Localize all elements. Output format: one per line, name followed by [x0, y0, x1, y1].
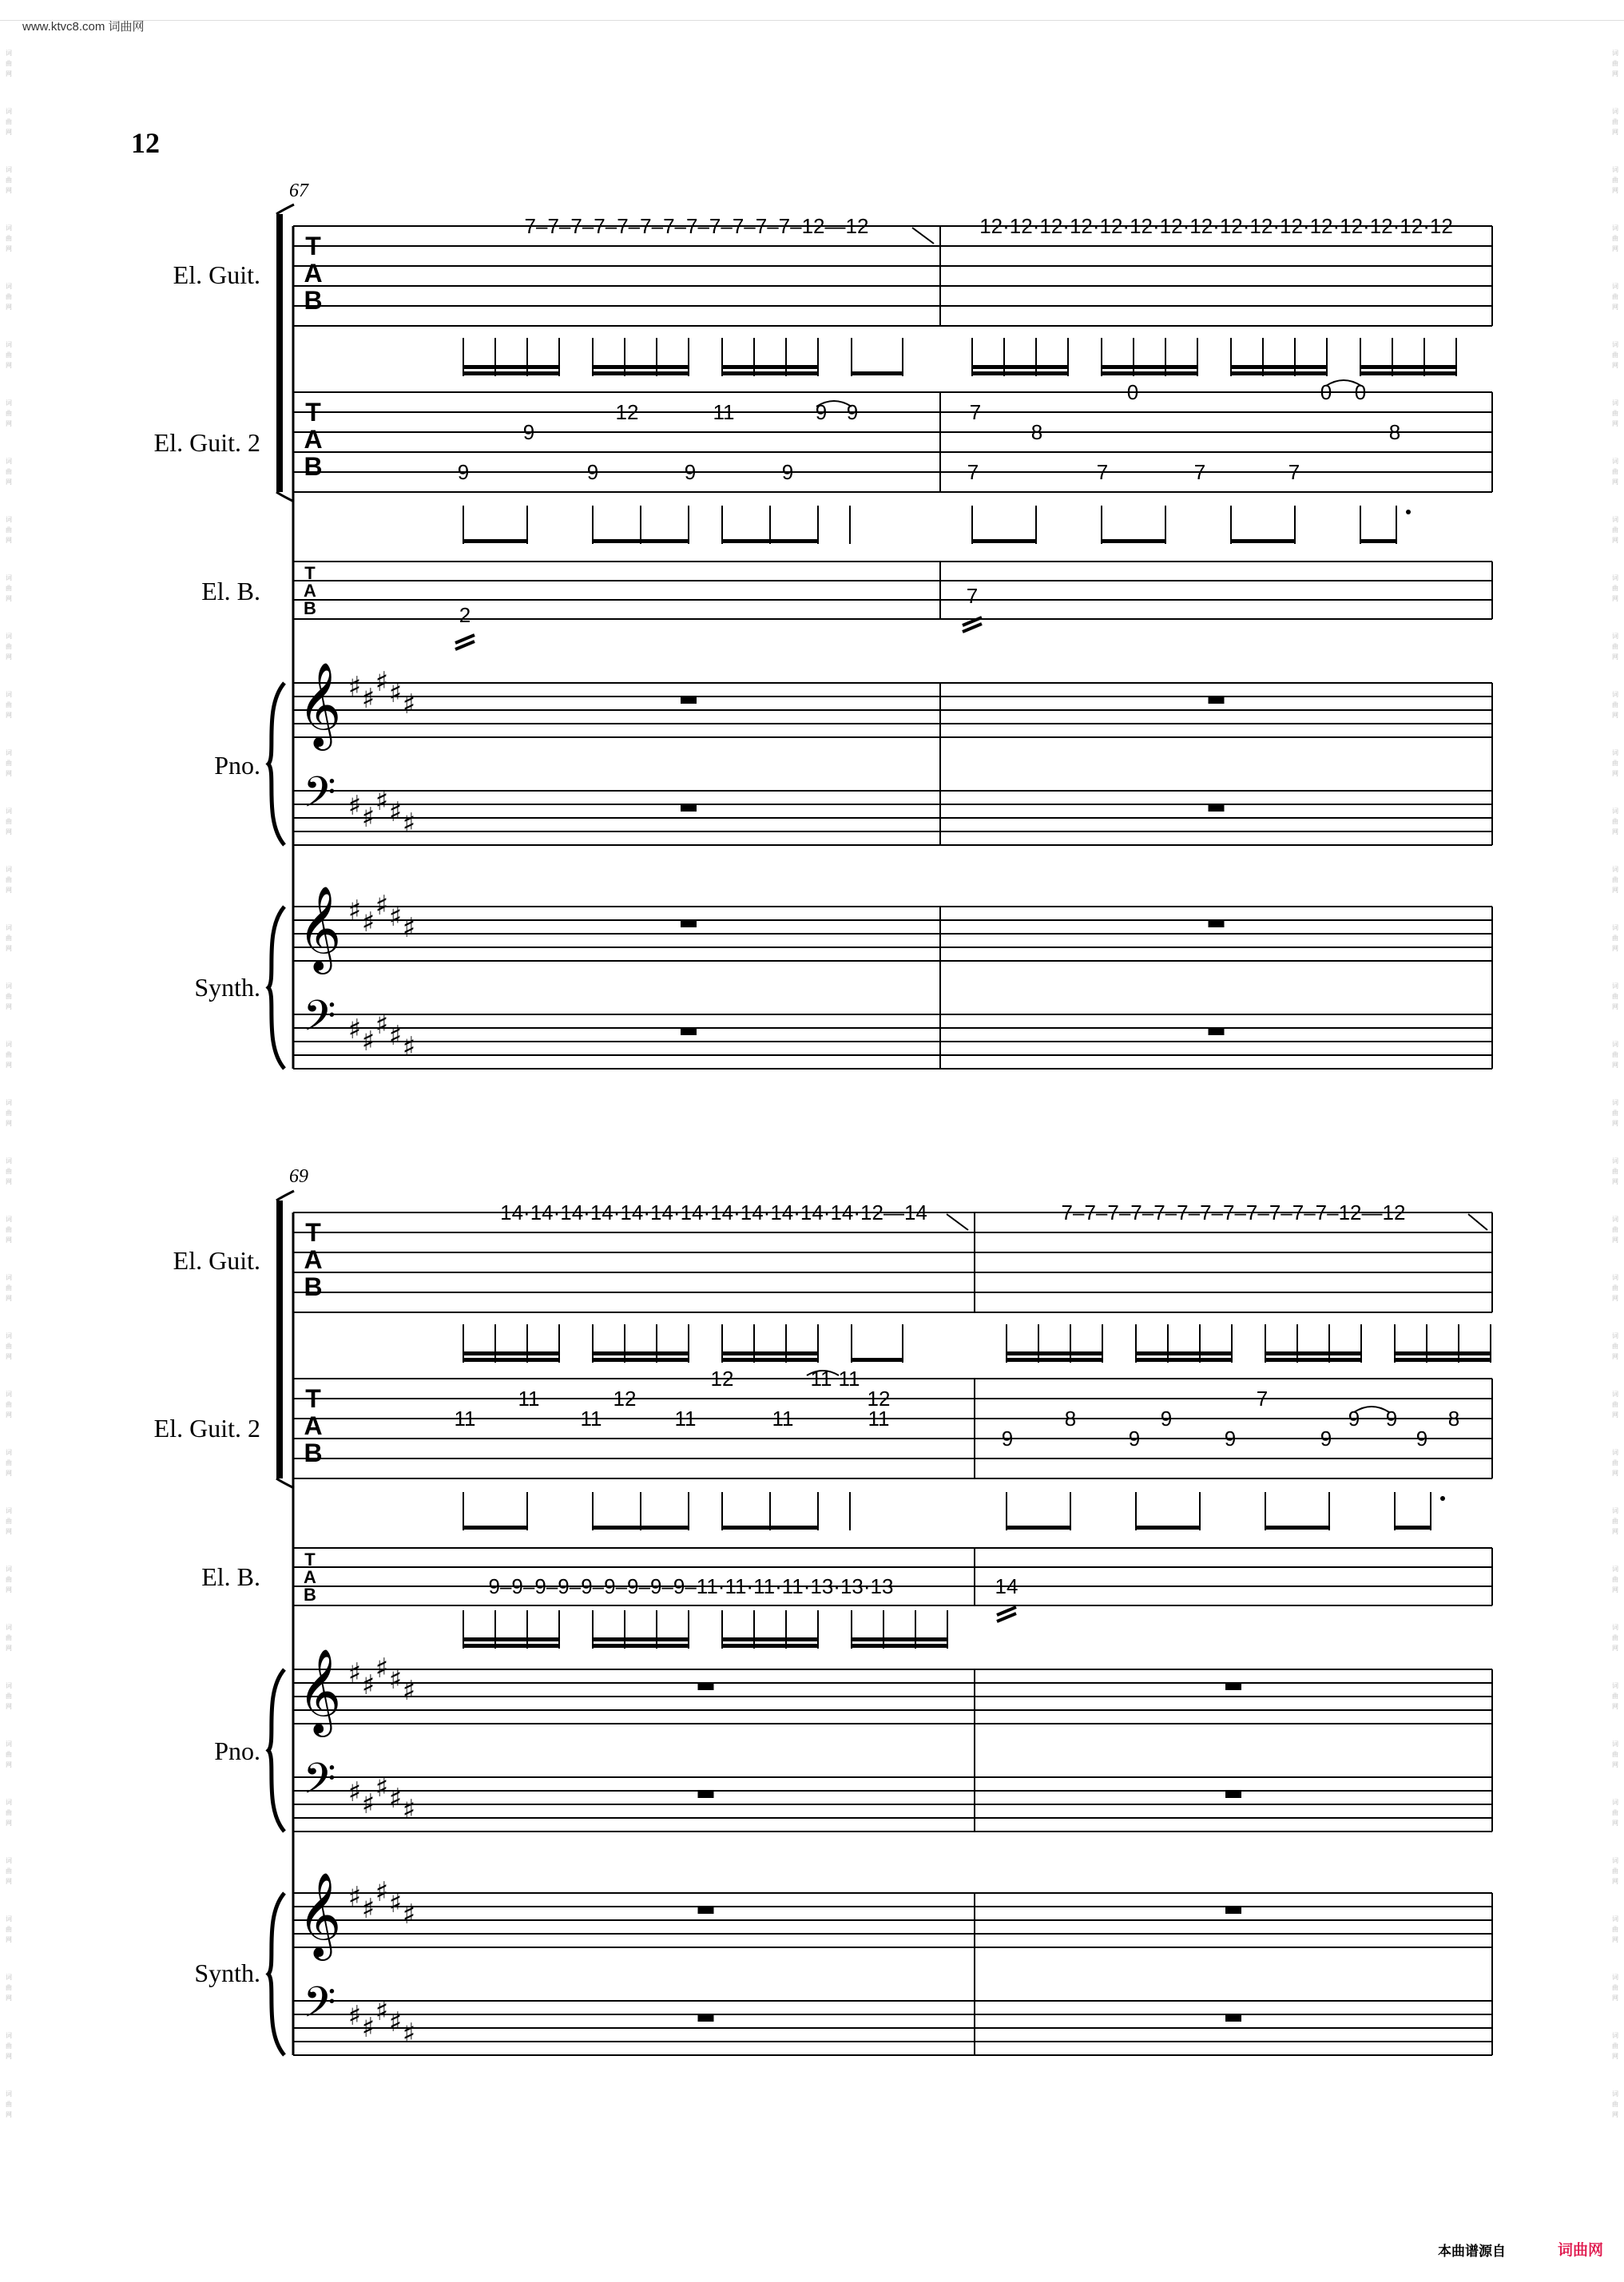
- tab-clef: B: [304, 1585, 316, 1605]
- whole-rest-icon: [681, 1029, 697, 1035]
- guitar1-rhythm-beam: [593, 1351, 689, 1355]
- whole-rest-icon: [1209, 921, 1225, 927]
- bass-rhythm-beam: [593, 1644, 689, 1648]
- guitar1-rhythm-beam: [1102, 365, 1197, 369]
- sharp-icon: ♯: [361, 1893, 375, 1925]
- whole-rest-icon: [1225, 1684, 1241, 1690]
- guitar1-frets-m2: 12·12·12·12·12·12·12·12·12·12·12·12·12·12·12·12: [979, 214, 1453, 238]
- guitar2-rhythm-beam: [1007, 1526, 1070, 1530]
- instrument-label-synth: Synth.: [194, 1959, 260, 1987]
- whole-rest-icon: [698, 1684, 714, 1690]
- guitar2-fret-s4: 9: [1320, 1427, 1332, 1451]
- sharp-icon: ♯: [361, 2012, 375, 2044]
- instrument-label-guitar1: El. Guit.: [173, 1246, 260, 1275]
- sharp-icon: ♯: [347, 671, 362, 703]
- guitar1-rhythm-beam: [463, 1351, 559, 1355]
- guitar2-rhythm-beam: [1136, 1526, 1200, 1530]
- guitar2-fret-s1: 0: [1354, 380, 1367, 404]
- guitar2-rhythm-beam: [1395, 1526, 1431, 1530]
- guitar2-fret-s3: 11: [772, 1407, 794, 1431]
- bass-clef-icon: 𝄢: [303, 1978, 336, 2038]
- guitar2-fret-s3: 9: [1160, 1407, 1173, 1431]
- sharp-icon: ♯: [347, 1776, 362, 1808]
- guitar1-rhythm-beam: [852, 1358, 903, 1362]
- guitar-bracket: [276, 214, 283, 492]
- guitar1-rhythm-beam: [463, 371, 559, 375]
- guitar2-rhythm-beam: [593, 1526, 689, 1530]
- guitar1-rhythm-beam: [593, 371, 689, 375]
- guitar2-fret-s3: 9: [1348, 1407, 1360, 1431]
- dot: [1406, 510, 1411, 514]
- guitar1-rhythm-beam: [1231, 365, 1327, 369]
- guitar1-frets-m1: 7–7–7–7–7–7–7–7–7–7–7–7–12—12: [524, 214, 869, 238]
- guitar2-rhythm-beam: [1265, 1526, 1329, 1530]
- measure-number: 69: [289, 1166, 308, 1187]
- bass-rhythm-beam: [852, 1644, 947, 1648]
- guitar2-rhythm-beam: [722, 1526, 818, 1530]
- guitar2-fret-s2: 12: [613, 1387, 637, 1411]
- dot: [1440, 1496, 1445, 1501]
- guitar1-rhythm-beam: [1136, 1351, 1232, 1355]
- sharp-icon: ♯: [375, 1772, 389, 1804]
- grand-staff-brace: [268, 683, 284, 845]
- sharp-icon: ♯: [375, 1876, 389, 1908]
- tab-clef: A: [304, 425, 323, 454]
- guitar2-fret-s4: 7: [1096, 460, 1109, 484]
- guitar2-fret-s3: 8: [1447, 1407, 1460, 1431]
- guitar2-rhythm-beam: [463, 1526, 527, 1530]
- tab-clef: B: [304, 452, 323, 481]
- guitar2-fret-s2: 9: [846, 400, 859, 424]
- sharp-icon: ♯: [375, 890, 389, 922]
- grand-staff-brace: [268, 907, 284, 1069]
- guitar2-fret-s1: 12: [710, 1367, 734, 1391]
- sharp-icon: ♯: [361, 1788, 375, 1820]
- bass-rhythm-beam: [852, 1637, 947, 1641]
- guitar2-rhythm-beam: [463, 539, 527, 543]
- guitar2-rhythm-beam: [722, 539, 818, 543]
- guitar1-frets-m1: 14·14·14·14·14·14·14·14·14·14·14·14·12—14: [500, 1201, 927, 1224]
- tab-clef: A: [304, 1245, 323, 1274]
- sharp-icon: ♯: [388, 1664, 403, 1696]
- guitar2-fret-s3: 9: [522, 420, 535, 444]
- sharp-icon: ♯: [402, 808, 416, 839]
- instrument-label-piano: Pno.: [214, 1736, 260, 1765]
- whole-rest-icon: [1225, 2015, 1241, 2022]
- bracket-hook: [276, 1191, 294, 1201]
- bracket-hook: [276, 492, 294, 502]
- whole-rest-icon: [1225, 1907, 1241, 1914]
- sharp-icon: ♯: [402, 689, 416, 720]
- sharp-icon: ♯: [388, 1020, 403, 1052]
- watermark-left: 词曲网 词曲网 词曲网 词曲网 词曲网 词曲网 词曲网 词曲网 词曲网 词曲网 词曲网 词曲网 词曲网 词曲网 词曲网 词曲网 词曲网 词曲网 词曲网 词曲网 词曲网 词曲网 词曲网 词曲网 词曲网 词曲网 词曲网 词曲网 词曲网 词曲网 词曲网 词曲网 词曲网 词曲网 词曲网 词曲网: [6, 50, 12, 2118]
- sharp-icon: ♯: [375, 785, 389, 817]
- tab-clef: B: [304, 286, 323, 315]
- guitar1-rhythm-beam: [852, 371, 903, 375]
- whole-rest-icon: [698, 2015, 714, 2022]
- sharp-icon: ♯: [402, 1794, 416, 1826]
- tab-clef: T: [304, 563, 316, 583]
- bass-fret-m2: 14: [995, 1574, 1018, 1598]
- treble-clef-icon: 𝄞: [297, 1648, 342, 1733]
- tab-clef: T: [305, 232, 321, 260]
- sharp-icon: ♯: [402, 912, 416, 944]
- instrument-label-guitar2: El. Guit. 2: [153, 428, 260, 457]
- guitar1-rhythm-beam: [1265, 1351, 1361, 1355]
- guitar2-fret-s4: 9: [1128, 1427, 1141, 1451]
- sharp-icon: ♯: [402, 1675, 416, 1707]
- guitar1-rhythm-beam: [1395, 1358, 1491, 1362]
- guitar2-rhythm-beam: [1231, 539, 1295, 543]
- guitar2-fret-s4: 9: [684, 460, 697, 484]
- guitar2-fret-s4: 9: [1224, 1427, 1237, 1451]
- tab-clef: A: [304, 1567, 316, 1587]
- bass-rhythm-beam: [463, 1637, 559, 1641]
- slide-mark: [912, 228, 934, 244]
- guitar1-rhythm-beam: [722, 1351, 818, 1355]
- tab-clef: B: [304, 1439, 323, 1467]
- sharp-icon: ♯: [347, 2000, 362, 2032]
- bass-rhythm-beam: [593, 1637, 689, 1641]
- grand-staff-brace: [268, 1669, 284, 1832]
- bass-fret: 2: [459, 603, 471, 627]
- guitar1-rhythm-beam: [1007, 1351, 1102, 1355]
- guitar1-rhythm-beam: [1395, 1351, 1491, 1355]
- sharp-icon: ♯: [347, 1657, 362, 1689]
- guitar2-fret-s4: 9: [781, 460, 794, 484]
- sharp-icon: ♯: [402, 2018, 416, 2050]
- guitar1-rhythm-beam: [722, 1358, 818, 1362]
- treble-clef-icon: 𝄞: [297, 661, 342, 747]
- guitar2-fret-s3: 11: [868, 1407, 890, 1431]
- guitar1-rhythm-beam: [463, 1358, 559, 1362]
- instrument-label-guitar1: El. Guit.: [173, 260, 260, 289]
- sharp-icon: ♯: [388, 796, 403, 828]
- sharp-icon: ♯: [388, 1783, 403, 1815]
- sharp-icon: ♯: [361, 802, 375, 834]
- sharp-icon: ♯: [388, 1887, 403, 1919]
- sharp-icon: ♯: [375, 1653, 389, 1685]
- guitar-bracket: [276, 1201, 283, 1478]
- guitar2-fret-s4: 9: [1001, 1427, 1014, 1451]
- whole-rest-icon: [1209, 1029, 1225, 1035]
- guitar2-rhythm-beam: [972, 539, 1036, 543]
- guitar2-fret-s2: 12: [867, 1387, 891, 1411]
- guitar2-fret-s1: 11: [838, 1367, 860, 1391]
- whole-rest-icon: [681, 697, 697, 704]
- watermark-right: 词曲网 词曲网 词曲网 词曲网 词曲网 词曲网 词曲网 词曲网 词曲网 词曲网 词曲网 词曲网 词曲网 词曲网 词曲网 词曲网 词曲网 词曲网 词曲网 词曲网 词曲网 词曲网 词曲网 词曲网 词曲网 词曲网 词曲网 词曲网 词曲网 词曲网 词曲网 词曲网 词曲网 词曲网 词曲网 词曲网: [1612, 50, 1618, 2118]
- tab-clef: B: [304, 1272, 323, 1301]
- system-2-staves: [268, 1191, 1492, 2055]
- footer-logo: 词曲网: [1558, 2241, 1604, 2259]
- guitar1-rhythm-beam: [1360, 371, 1456, 375]
- sharp-icon: ♯: [375, 1995, 389, 2027]
- instrument-label-synth: Synth.: [194, 973, 260, 1002]
- guitar2-fret-s3: 8: [1030, 420, 1043, 444]
- guitar1-frets-m2: 7–7–7–7–7–7–7–7–7–7–7–7–12—12: [1061, 1201, 1406, 1224]
- whole-rest-icon: [698, 1907, 714, 1914]
- guitar2-fret-s2: 12: [615, 400, 639, 424]
- guitar1-rhythm-beam: [1360, 365, 1456, 369]
- sharp-icon: ♯: [347, 1014, 362, 1046]
- guitar2-fret-s4: 9: [1416, 1427, 1428, 1451]
- guitar2-fret-s4: 7: [1288, 460, 1300, 484]
- instrument-label-piano: Pno.: [214, 751, 260, 780]
- whole-rest-icon: [681, 921, 697, 927]
- sharp-icon: ♯: [361, 683, 375, 715]
- measure-number: 67: [289, 181, 308, 201]
- sharp-icon: ♯: [347, 895, 362, 927]
- sharp-icon: ♯: [388, 901, 403, 933]
- tab-clef: A: [304, 581, 316, 601]
- guitar2-fret-s1: 11: [810, 1367, 832, 1391]
- sharp-icon: ♯: [388, 677, 403, 709]
- sharp-icon: ♯: [361, 1026, 375, 1058]
- sharp-icon: ♯: [347, 1881, 362, 1913]
- bracket-hook: [276, 1478, 294, 1488]
- guitar2-fret-s3: 8: [1064, 1407, 1077, 1431]
- guitar2-fret-s2: 9: [815, 400, 828, 424]
- tab-clef: A: [304, 1411, 323, 1440]
- guitar1-rhythm-beam: [972, 365, 1068, 369]
- guitar2-rhythm-beam: [1102, 539, 1165, 543]
- bass-rhythm-beam: [463, 1644, 559, 1648]
- guitar2-fret-s4: 7: [1193, 460, 1206, 484]
- sharp-icon: ♯: [388, 2006, 403, 2038]
- tab-clef: T: [305, 1384, 321, 1413]
- bracket-hook: [276, 204, 294, 214]
- guitar1-rhythm-beam: [1231, 371, 1327, 375]
- sharp-icon: ♯: [361, 1669, 375, 1701]
- guitar1-rhythm-beam: [1102, 371, 1197, 375]
- guitar1-rhythm-beam: [1136, 1358, 1232, 1362]
- guitar2-fret-s1: 0: [1320, 380, 1332, 404]
- guitar1-rhythm-beam: [1007, 1358, 1102, 1362]
- grand-staff-brace: [268, 1893, 284, 2055]
- whole-rest-icon: [681, 805, 697, 812]
- guitar2-rhythm-beam: [1360, 539, 1396, 543]
- guitar1-rhythm-beam: [722, 371, 818, 375]
- footer-source: 本曲谱源自: [1438, 2244, 1506, 2260]
- guitar2-fret-s1: 0: [1126, 380, 1139, 404]
- page-number: 12: [131, 127, 160, 159]
- sharp-icon: ♯: [361, 907, 375, 939]
- sharp-icon: ♯: [402, 1031, 416, 1063]
- system-1-staves: [268, 204, 1492, 1069]
- guitar1-rhythm-beam: [722, 365, 818, 369]
- tab-clef: A: [304, 259, 323, 288]
- site-header: www.ktvc8.com 词曲网: [22, 20, 145, 34]
- treble-clef-icon: 𝄞: [297, 885, 342, 970]
- slide-mark: [1468, 1214, 1487, 1230]
- bass-fret: 7: [966, 584, 979, 608]
- guitar2-fret-s4: 7: [967, 460, 979, 484]
- guitar2-fret-s3: 11: [674, 1407, 697, 1431]
- instrument-label-bass: El. B.: [201, 1562, 260, 1591]
- guitar2-fret-s3: 9: [1385, 1407, 1398, 1431]
- guitar2-fret-s4: 9: [457, 460, 470, 484]
- guitar2-fret-s2: 7: [969, 400, 982, 424]
- bass-rhythm-beam: [722, 1637, 818, 1641]
- guitar2-fret-s4: 9: [586, 460, 599, 484]
- bass-frets-m1: 9–9–9–9–9–9–9–9–9–11·11·11·11·13·13·13: [488, 1574, 894, 1598]
- guitar2-fret-s3: 11: [454, 1407, 476, 1431]
- guitar2-fret-s3: 11: [580, 1407, 602, 1431]
- tab-clef: B: [304, 598, 316, 618]
- slide-mark: [947, 1214, 968, 1230]
- guitar1-rhythm-beam: [593, 365, 689, 369]
- sharp-icon: ♯: [347, 790, 362, 822]
- tab-clef: T: [305, 398, 321, 427]
- guitar1-rhythm-beam: [463, 365, 559, 369]
- guitar2-fret-s3: 8: [1388, 420, 1401, 444]
- tab-clef: T: [304, 1550, 316, 1570]
- sharp-icon: ♯: [375, 1009, 389, 1041]
- whole-rest-icon: [1209, 697, 1225, 704]
- sharp-icon: ♯: [375, 666, 389, 698]
- whole-rest-icon: [698, 1792, 714, 1798]
- whole-rest-icon: [1209, 805, 1225, 812]
- bass-clef-icon: 𝄢: [303, 1755, 336, 1814]
- guitar1-rhythm-beam: [1265, 1358, 1361, 1362]
- bass-clef-icon: 𝄢: [303, 768, 336, 827]
- guitar2-fret-s2: 7: [1256, 1387, 1269, 1411]
- guitar2-rhythm-beam: [593, 539, 689, 543]
- treble-clef-icon: 𝄞: [297, 1871, 342, 1957]
- bass-rhythm-beam: [722, 1644, 818, 1648]
- guitar2-fret-s2: 11: [518, 1387, 540, 1411]
- whole-rest-icon: [1225, 1792, 1241, 1798]
- guitar1-rhythm-beam: [972, 371, 1068, 375]
- instrument-label-guitar2: El. Guit. 2: [153, 1414, 260, 1443]
- guitar1-rhythm-beam: [593, 1358, 689, 1362]
- sharp-icon: ♯: [402, 1899, 416, 1931]
- instrument-label-bass: El. B.: [201, 577, 260, 605]
- guitar2-fret-s2: 11: [713, 400, 735, 424]
- bass-clef-icon: 𝄢: [303, 992, 336, 1051]
- tab-clef: T: [305, 1218, 321, 1247]
